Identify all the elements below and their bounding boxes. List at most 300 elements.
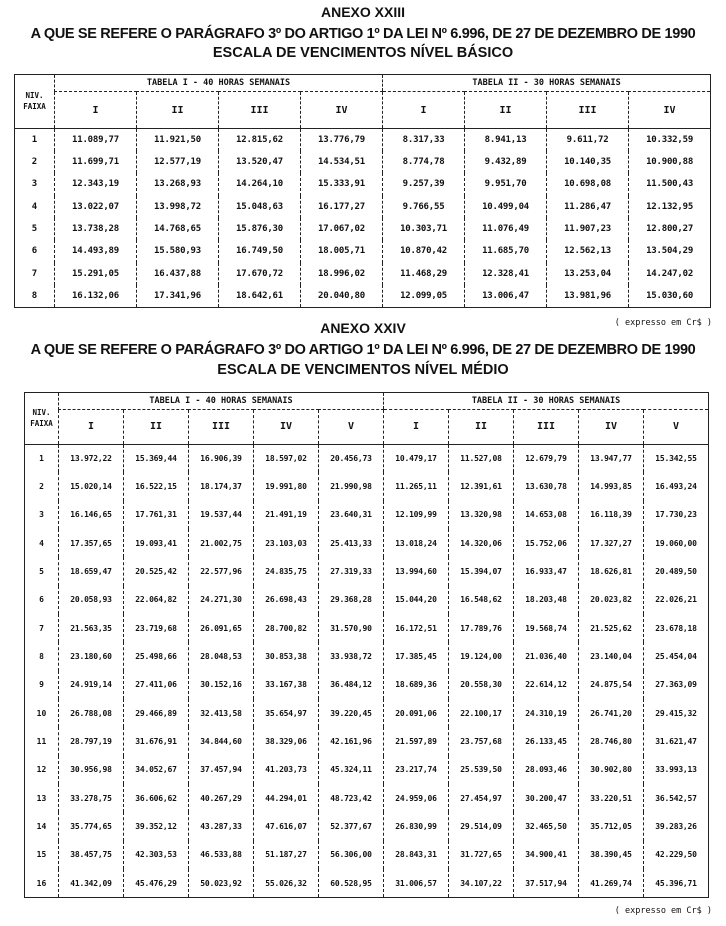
level-cell: 13: [36, 793, 47, 803]
column-header: IV: [254, 410, 319, 444]
value-cell: 43.287,33: [189, 812, 254, 840]
value-cell: 14.993,85: [579, 472, 644, 500]
value-cell: 32.465,50: [514, 812, 579, 840]
value-cell: 13.947,77: [579, 444, 644, 472]
value-cell: 13.253,04: [547, 263, 629, 285]
value-cell: 34.844,60: [189, 727, 254, 755]
table-row: [25, 671, 709, 699]
niv-faixa-header: [25, 393, 59, 445]
value-cell: 35.774,65: [59, 812, 124, 840]
value-cell: 35.712,05: [579, 812, 644, 840]
value-cell: 29.368,28: [319, 586, 384, 614]
column-header-row: [25, 410, 709, 444]
value-cell: 30.902,80: [579, 756, 644, 784]
level-cell: 5: [31, 224, 38, 235]
value-cell: 16.172,51: [384, 614, 449, 642]
value-cell: 21.002,75: [189, 529, 254, 557]
value-cell: 20.040,80: [301, 285, 383, 307]
value-cell: 21.990,98: [319, 472, 384, 500]
value-cell: 46.533,88: [189, 841, 254, 869]
value-cell: 12.099,05: [383, 285, 465, 307]
table-row: [25, 784, 709, 812]
value-cell: 26.091,65: [189, 614, 254, 642]
level-cell: 3: [39, 510, 44, 520]
value-cell: 14.534,51: [301, 151, 383, 173]
value-cell: 19.060,00: [644, 529, 709, 557]
column-header: IV: [629, 92, 711, 129]
faixa-label: FAIXA: [30, 419, 53, 429]
value-cell: 20.489,50: [644, 557, 709, 585]
level-cell: 15: [36, 850, 47, 860]
value-cell: 52.377,67: [319, 812, 384, 840]
column-header: I: [55, 92, 137, 129]
value-cell: 45.324,11: [319, 756, 384, 784]
value-cell: 13.520,47: [219, 151, 301, 173]
value-cell: 17.670,72: [219, 263, 301, 285]
value-cell: 16.437,88: [137, 263, 219, 285]
value-cell: 10.140,35: [547, 151, 629, 173]
value-cell: 24.835,75: [254, 557, 319, 585]
value-cell: 10.303,71: [383, 218, 465, 240]
annex-xxiii-currency-note: ( expresso em Cr$ ): [614, 318, 712, 328]
value-cell: 11.921,50: [137, 128, 219, 150]
value-cell: 55.026,32: [254, 869, 319, 897]
group-header-tabela-i: TABELA I - 40 HORAS SEMANAIS: [59, 393, 384, 410]
value-cell: 33.220,51: [579, 784, 644, 812]
value-cell: 20.091,06: [384, 699, 449, 727]
value-cell: 15.048,63: [219, 196, 301, 218]
value-cell: 17.761,31: [124, 501, 189, 529]
column-header: III: [189, 410, 254, 444]
table-row: [25, 501, 709, 529]
level-cell: 12: [36, 765, 47, 775]
table-row: [15, 173, 711, 195]
value-cell: 9.611,72: [547, 128, 629, 150]
value-cell: 15.044,20: [384, 586, 449, 614]
table-row: [25, 557, 709, 585]
value-cell: 16.548,62: [449, 586, 514, 614]
column-header-row: [15, 92, 711, 129]
value-cell: 15.876,30: [219, 218, 301, 240]
value-cell: 16.177,27: [301, 196, 383, 218]
value-cell: 18.174,37: [189, 472, 254, 500]
value-cell: 13.320,98: [449, 501, 514, 529]
value-cell: 48.723,42: [319, 784, 384, 812]
annex-xxiv-subtitle: A QUE SE REFERE O PARÁGRAFO 3º DO ARTIGO 1º DA LEI Nº 6.996, DE 27 DE DEZEMBRO DE 1990: [30, 342, 696, 358]
value-cell: 11.286,47: [547, 196, 629, 218]
value-cell: 44.294,01: [254, 784, 319, 812]
value-cell: 16.749,50: [219, 240, 301, 262]
value-cell: 36.542,57: [644, 784, 709, 812]
level-cell: 2: [39, 482, 44, 492]
value-cell: 22.614,12: [514, 671, 579, 699]
value-cell: 31.621,47: [644, 727, 709, 755]
value-cell: 30.200,47: [514, 784, 579, 812]
group-header-tabela-i: TABELA I - 40 HORAS SEMANAIS: [55, 75, 383, 92]
value-cell: 28.746,80: [579, 727, 644, 755]
annex-xxiii-subtitle: A QUE SE REFERE O PARÁGRAFO 3º DO ARTIGO 1º DA LEI Nº 6.996, DE 27 DE DEZEMBRO DE 1990: [30, 26, 696, 42]
level-cell: 9: [39, 680, 44, 690]
value-cell: 16.118,39: [579, 501, 644, 529]
group-header-row: [15, 75, 711, 92]
value-cell: 22.026,21: [644, 586, 709, 614]
table-nivel-basico: [14, 74, 711, 308]
value-cell: 30.956,98: [59, 756, 124, 784]
value-cell: 42.229,50: [644, 841, 709, 869]
value-cell: 13.972,22: [59, 444, 124, 472]
table-row: [15, 218, 711, 240]
value-cell: 17.357,65: [59, 529, 124, 557]
value-cell: 25.498,66: [124, 642, 189, 670]
value-cell: 15.020,14: [59, 472, 124, 500]
level-cell: 3: [31, 179, 38, 190]
column-header: IV: [579, 410, 644, 444]
value-cell: 24.310,19: [514, 699, 579, 727]
value-cell: 19.991,80: [254, 472, 319, 500]
value-cell: 15.291,05: [55, 263, 137, 285]
level-cell: 6: [39, 595, 44, 605]
value-cell: 19.093,41: [124, 529, 189, 557]
value-cell: 11.076,49: [465, 218, 547, 240]
table-row: [25, 841, 709, 869]
value-cell: 13.268,93: [137, 173, 219, 195]
table-row: [15, 128, 711, 150]
value-cell: 36.606,62: [124, 784, 189, 812]
value-cell: 22.064,82: [124, 586, 189, 614]
value-cell: 20.023,82: [579, 586, 644, 614]
value-cell: 47.616,07: [254, 812, 319, 840]
value-cell: 17.385,45: [384, 642, 449, 670]
value-cell: 14.247,02: [629, 263, 711, 285]
column-header: V: [319, 410, 384, 444]
value-cell: 24.959,06: [384, 784, 449, 812]
value-cell: 28.797,19: [59, 727, 124, 755]
value-cell: 23.180,60: [59, 642, 124, 670]
level-cell: 1: [39, 454, 44, 464]
value-cell: 39.283,26: [644, 812, 709, 840]
table-row: [25, 727, 709, 755]
column-header: II: [465, 92, 547, 129]
value-cell: 18.203,48: [514, 586, 579, 614]
value-cell: 38.457,75: [59, 841, 124, 869]
table-row: [15, 263, 711, 285]
level-cell: 10: [36, 708, 47, 718]
column-header: II: [449, 410, 514, 444]
value-cell: 12.577,19: [137, 151, 219, 173]
value-cell: 15.580,93: [137, 240, 219, 262]
level-cell: 4: [31, 201, 38, 212]
table-row: [25, 529, 709, 557]
annex-xxiii-scale-title: ESCALA DE VENCIMENTOS NÍVEL BÁSICO: [212, 45, 514, 61]
value-cell: 15.333,91: [301, 173, 383, 195]
value-cell: 17.789,76: [449, 614, 514, 642]
level-cell: 1: [31, 134, 38, 145]
value-cell: 25.413,33: [319, 529, 384, 557]
column-header: III: [219, 92, 301, 129]
value-cell: 41.342,09: [59, 869, 124, 897]
value-cell: 32.413,58: [189, 699, 254, 727]
table-row: [25, 642, 709, 670]
value-cell: 20.456,73: [319, 444, 384, 472]
value-cell: 11.089,77: [55, 128, 137, 150]
value-cell: 15.342,55: [644, 444, 709, 472]
value-cell: 17.730,23: [644, 501, 709, 529]
value-cell: 23.217,74: [384, 756, 449, 784]
value-cell: 42.161,96: [319, 727, 384, 755]
niv-label: NIV.: [25, 91, 44, 101]
value-cell: 27.319,33: [319, 557, 384, 585]
table-nivel-medio: [24, 392, 709, 898]
value-cell: 26.830,99: [384, 812, 449, 840]
value-cell: 37.517,94: [514, 869, 579, 897]
table-row: [15, 151, 711, 173]
value-cell: 21.525,62: [579, 614, 644, 642]
value-cell: 21.563,35: [59, 614, 124, 642]
value-cell: 41.203,73: [254, 756, 319, 784]
value-cell: 25.454,04: [644, 642, 709, 670]
value-cell: 37.457,94: [189, 756, 254, 784]
value-cell: 18.005,71: [301, 240, 383, 262]
value-cell: 18.642,61: [219, 285, 301, 307]
value-cell: 29.415,32: [644, 699, 709, 727]
value-cell: 17.327,27: [579, 529, 644, 557]
group-header-tabela-ii: TABELA II - 30 HORAS SEMANAIS: [384, 393, 709, 410]
value-cell: 26.698,43: [254, 586, 319, 614]
value-cell: 9.432,89: [465, 151, 547, 173]
value-cell: 42.303,53: [124, 841, 189, 869]
value-cell: 30.853,38: [254, 642, 319, 670]
table-row: [25, 699, 709, 727]
value-cell: 23.103,03: [254, 529, 319, 557]
value-cell: 11.685,70: [465, 240, 547, 262]
value-cell: 50.023,92: [189, 869, 254, 897]
value-cell: 13.994,60: [384, 557, 449, 585]
value-cell: 11.907,23: [547, 218, 629, 240]
value-cell: 13.006,47: [465, 285, 547, 307]
column-header: II: [124, 410, 189, 444]
value-cell: 11.265,11: [384, 472, 449, 500]
value-cell: 15.369,44: [124, 444, 189, 472]
value-cell: 10.870,42: [383, 240, 465, 262]
value-cell: 28.700,82: [254, 614, 319, 642]
group-header-tabela-ii: TABELA II - 30 HORAS SEMANAIS: [383, 75, 711, 92]
annex-xxiv-title: ANEXO XXIV: [320, 320, 406, 336]
value-cell: 34.107,22: [449, 869, 514, 897]
value-cell: 16.906,39: [189, 444, 254, 472]
value-cell: 21.036,40: [514, 642, 579, 670]
table-row: [25, 444, 709, 472]
value-cell: 26.133,45: [514, 727, 579, 755]
value-cell: 12.679,79: [514, 444, 579, 472]
value-cell: 23.640,31: [319, 501, 384, 529]
value-cell: 27.454,97: [449, 784, 514, 812]
value-cell: 8.317,33: [383, 128, 465, 150]
value-cell: 23.140,04: [579, 642, 644, 670]
value-cell: 38.390,45: [579, 841, 644, 869]
value-cell: 8.774,78: [383, 151, 465, 173]
column-header: I: [59, 410, 124, 444]
value-cell: 10.900,88: [629, 151, 711, 173]
value-cell: 22.100,17: [449, 699, 514, 727]
value-cell: 33.993,13: [644, 756, 709, 784]
table-row: [25, 869, 709, 897]
value-cell: 16.132,06: [55, 285, 137, 307]
value-cell: 11.500,43: [629, 173, 711, 195]
level-cell: 7: [31, 268, 38, 279]
value-cell: 27.363,09: [644, 671, 709, 699]
value-cell: 9.951,70: [465, 173, 547, 195]
value-cell: 12.391,61: [449, 472, 514, 500]
level-cell: 16: [36, 878, 47, 888]
value-cell: 20.558,30: [449, 671, 514, 699]
value-cell: 30.152,16: [189, 671, 254, 699]
value-cell: 24.271,30: [189, 586, 254, 614]
value-cell: 10.698,08: [547, 173, 629, 195]
annex-xxiv-scale-title: ESCALA DE VENCIMENTOS NÍVEL MÉDIO: [217, 362, 509, 378]
group-header-row: [25, 393, 709, 410]
column-header: IV: [301, 92, 383, 129]
value-cell: 31.006,57: [384, 869, 449, 897]
value-cell: 12.109,99: [384, 501, 449, 529]
value-cell: 14.264,10: [219, 173, 301, 195]
value-cell: 34.900,41: [514, 841, 579, 869]
value-cell: 16.933,47: [514, 557, 579, 585]
value-cell: 29.514,09: [449, 812, 514, 840]
value-cell: 39.220,45: [319, 699, 384, 727]
annex-xxiv-currency-note: ( expresso em Cr$ ): [614, 906, 712, 916]
value-cell: 31.570,90: [319, 614, 384, 642]
value-cell: 18.996,02: [301, 263, 383, 285]
value-cell: 60.528,95: [319, 869, 384, 897]
value-cell: 20.525,42: [124, 557, 189, 585]
value-cell: 13.018,24: [384, 529, 449, 557]
column-header: V: [644, 410, 709, 444]
value-cell: 13.738,28: [55, 218, 137, 240]
value-cell: 38.329,06: [254, 727, 319, 755]
value-cell: 10.479,17: [384, 444, 449, 472]
level-cell: 14: [36, 822, 47, 832]
value-cell: 16.493,24: [644, 472, 709, 500]
value-cell: 9.257,39: [383, 173, 465, 195]
table-row: [25, 614, 709, 642]
table-row: [25, 756, 709, 784]
value-cell: 13.504,29: [629, 240, 711, 262]
value-cell: 13.981,96: [547, 285, 629, 307]
value-cell: 12.328,41: [465, 263, 547, 285]
value-cell: 18.626,81: [579, 557, 644, 585]
value-cell: 14.653,08: [514, 501, 579, 529]
value-cell: 39.352,12: [124, 812, 189, 840]
value-cell: 12.815,62: [219, 128, 301, 150]
value-cell: 29.466,89: [124, 699, 189, 727]
level-cell: 2: [31, 156, 38, 167]
value-cell: 23.678,18: [644, 614, 709, 642]
value-cell: 19.537,44: [189, 501, 254, 529]
value-cell: 28.048,53: [189, 642, 254, 670]
value-cell: 18.597,02: [254, 444, 319, 472]
value-cell: 17.067,02: [301, 218, 383, 240]
faixa-label: FAIXA: [23, 102, 46, 112]
value-cell: 24.919,14: [59, 671, 124, 699]
value-cell: 16.522,15: [124, 472, 189, 500]
value-cell: 18.659,47: [59, 557, 124, 585]
value-cell: 11.699,71: [55, 151, 137, 173]
column-header: III: [547, 92, 629, 129]
value-cell: 15.030,60: [629, 285, 711, 307]
value-cell: 31.676,91: [124, 727, 189, 755]
value-cell: 23.757,68: [449, 727, 514, 755]
value-cell: 26.741,20: [579, 699, 644, 727]
value-cell: 14.320,06: [449, 529, 514, 557]
value-cell: 12.132,95: [629, 196, 711, 218]
value-cell: 21.597,89: [384, 727, 449, 755]
table-row: [15, 285, 711, 307]
value-cell: 16.146,65: [59, 501, 124, 529]
value-cell: 45.396,71: [644, 869, 709, 897]
value-cell: 20.058,93: [59, 586, 124, 614]
value-cell: 10.332,59: [629, 128, 711, 150]
level-cell: 6: [31, 246, 38, 257]
value-cell: 40.267,29: [189, 784, 254, 812]
value-cell: 28.093,46: [514, 756, 579, 784]
value-cell: 13.776,79: [301, 128, 383, 150]
table-row: [25, 472, 709, 500]
level-cell: 7: [39, 623, 44, 633]
column-header: III: [514, 410, 579, 444]
column-header: I: [384, 410, 449, 444]
value-cell: 34.052,67: [124, 756, 189, 784]
annex-xxiii-title: ANEXO XXIII: [320, 4, 406, 20]
value-cell: 13.998,72: [137, 196, 219, 218]
table-row: [25, 586, 709, 614]
table-row: [25, 812, 709, 840]
level-cell: 11: [36, 737, 47, 747]
value-cell: 23.719,68: [124, 614, 189, 642]
value-cell: 31.727,65: [449, 841, 514, 869]
value-cell: 12.562,13: [547, 240, 629, 262]
niv-faixa-header: [15, 75, 55, 129]
value-cell: 33.167,38: [254, 671, 319, 699]
value-cell: 41.269,74: [579, 869, 644, 897]
value-cell: 12.800,27: [629, 218, 711, 240]
niv-label: NIV.: [32, 408, 51, 418]
value-cell: 33.938,72: [319, 642, 384, 670]
value-cell: 25.539,50: [449, 756, 514, 784]
value-cell: 51.187,27: [254, 841, 319, 869]
value-cell: 33.278,75: [59, 784, 124, 812]
value-cell: 13.022,07: [55, 196, 137, 218]
column-header: I: [383, 92, 465, 129]
value-cell: 18.689,36: [384, 671, 449, 699]
value-cell: 12.343,19: [55, 173, 137, 195]
level-cell: 8: [39, 652, 44, 662]
value-cell: 27.411,06: [124, 671, 189, 699]
table-row: [15, 240, 711, 262]
value-cell: 11.468,29: [383, 263, 465, 285]
value-cell: 8.941,13: [465, 128, 547, 150]
value-cell: 28.843,31: [384, 841, 449, 869]
value-cell: 13.630,78: [514, 472, 579, 500]
table-row: [15, 196, 711, 218]
value-cell: 11.527,08: [449, 444, 514, 472]
value-cell: 56.306,00: [319, 841, 384, 869]
value-cell: 45.476,29: [124, 869, 189, 897]
value-cell: 24.875,54: [579, 671, 644, 699]
value-cell: 15.752,06: [514, 529, 579, 557]
value-cell: 19.124,00: [449, 642, 514, 670]
value-cell: 26.788,08: [59, 699, 124, 727]
value-cell: 35.654,97: [254, 699, 319, 727]
